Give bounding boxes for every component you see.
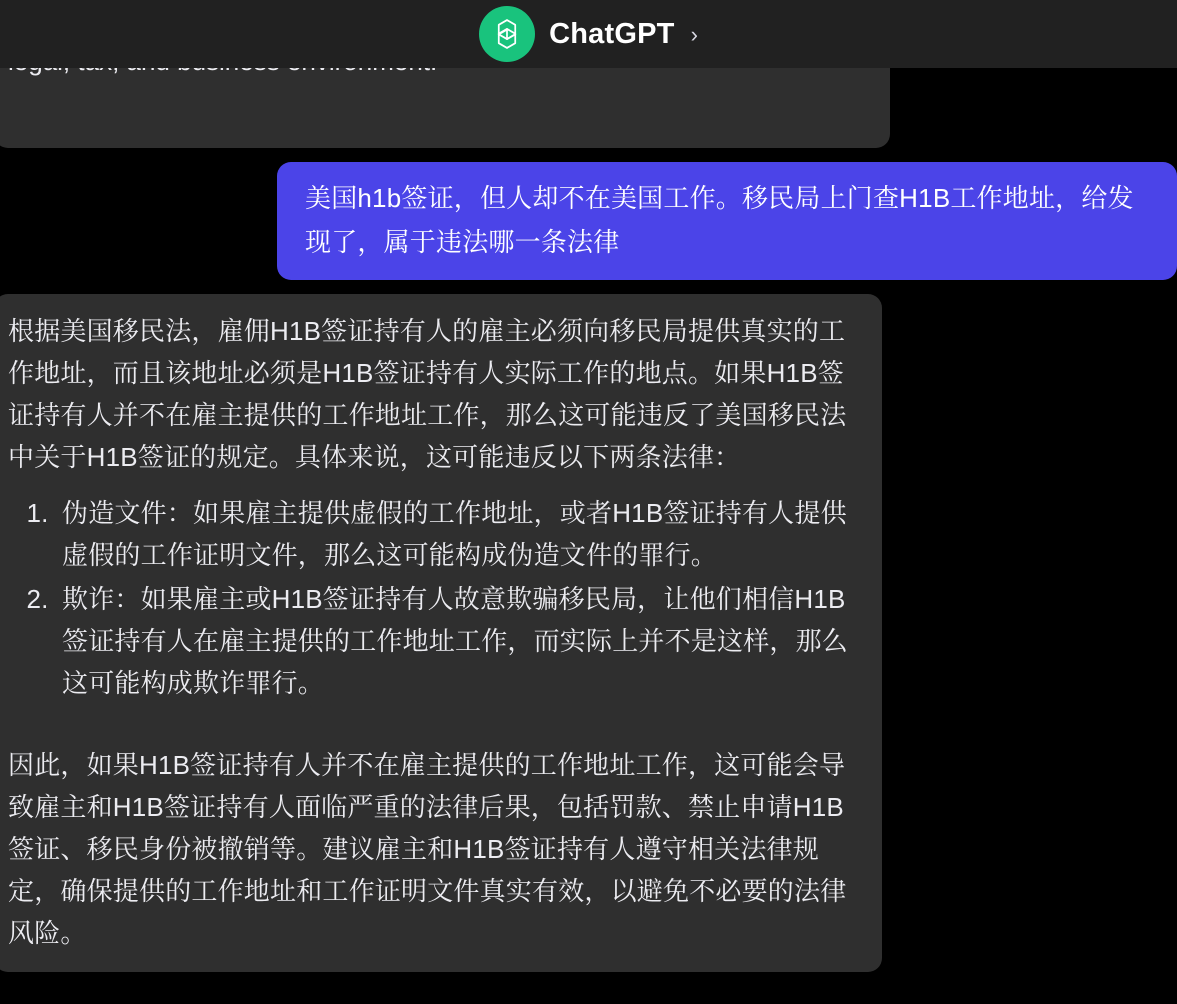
user-message-bubble (277, 162, 1177, 280)
assistant-message-bubble (0, 294, 882, 972)
message-row-user (0, 162, 1177, 280)
assistant-paragraph-1: 根据美国移民法，雇佣H1B签证持有人的雇主必须向移民局提供真实的工作地址，而且该地址必须是H1B签证持有人实际工作的地点。如果H1B签证持有人并不在雇主提供的工作地址工作，那么这可能违反了美国移民法中关于H1B签证的规定。具体来说，这可能违反以下两条法律： (8, 316, 847, 472)
page-title: ChatGPT (549, 17, 675, 50)
chevron-right-icon[interactable]: › (690, 22, 698, 47)
list-item: 2. 欺诈：如果雇主或H1B签证持有人故意欺骗移民局，让他们相信H1B签证持有人在雇主提供的工作地址工作，而实际上并不是这样，那么这可能构成欺诈罪行。 (56, 578, 860, 704)
assistant-paragraph-2: 因此，如果H1B签证持有人并不在雇主提供的工作地址工作，这可能会导致雇主和H1B签证持有人面临严重的法律后果，包括罚款、禁止申请H1B签证、移民身份被撤销等。建议雇主和H1B签证持有人遵守相关法律规定，确保提供的工作地址和工作证明文件真实有效，以避免不必要的法律风险。 (8, 750, 847, 948)
openai-logo-icon (479, 6, 535, 62)
user-message-text: 美国h1b签证，但人却不在美国工作。移民局上门查H1B工作地址，给发现了，属于违法哪一条法律 (305, 183, 1134, 257)
assistant-violation-list (8, 492, 860, 704)
conversation-scroll-area[interactable] (0, 68, 1177, 1004)
paragraph-spacer (8, 706, 860, 744)
assistant-message-bubble-truncated (0, 68, 890, 148)
message-row-assistant-truncated (0, 68, 1177, 148)
app-header (0, 0, 1177, 68)
message-row-assistant (0, 294, 1177, 972)
list-item: 1. 伪造文件：如果雇主提供虚假的工作地址，或者H1B签证持有人提供虚假的工作证明文件，那么这可能构成伪造文件的罪行。 (56, 492, 860, 576)
brand-title-button[interactable] (479, 6, 698, 62)
